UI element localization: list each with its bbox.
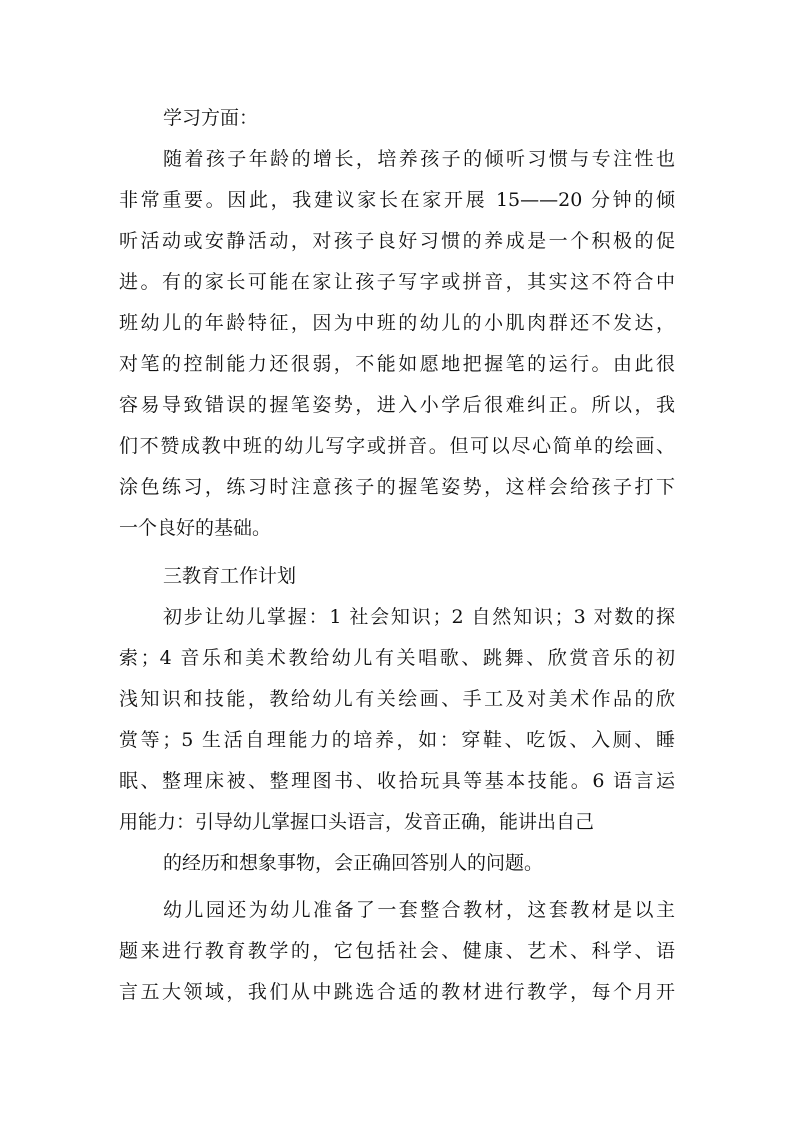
paragraph-line: 涂色练习，练习时注意孩子的握笔姿势，这样会给孩子打下 — [119, 476, 675, 498]
paragraph-line: 随着孩子年龄的增长，培养孩子的倾听习惯与专注性也 — [163, 148, 675, 170]
paragraph-line: 用能力：引导幼儿掌握口头语言，发音正确，能讲出自己 — [119, 811, 595, 833]
paragraph-line: 的经历和想象事物，会正确回答别人的问题。 — [163, 852, 544, 874]
paragraph-line: 赏等；5 生活自理能力的培养，如：穿鞋、吃饭、入厕、睡 — [119, 729, 675, 751]
paragraph-line: 一个良好的基础。 — [119, 517, 272, 539]
section-heading-plan: 三教育工作计划 — [163, 565, 297, 587]
paragraph-line: 班幼儿的年龄特征，因为中班的幼儿的小肌肉群还不发达， — [119, 312, 675, 334]
paragraph-line: 眠、整理床被、整理图书、收拾玩具等基本技能。6 语言运 — [119, 770, 675, 792]
paragraph-line: 浅知识和技能，教给幼儿有关绘画、手工及对美术作品的欣 — [119, 688, 675, 710]
paragraph-line: 题来进行教育教学的，它包括社会、健康、艺术、科学、语 — [119, 940, 675, 962]
paragraph-line: 容易导致错误的握笔姿势，进入小学后很难纠正。所以，我 — [119, 394, 675, 416]
paragraph-line: 听活动或安静活动，对孩子良好习惯的养成是一个积极的促 — [119, 230, 675, 252]
paragraph-line: 初步让幼儿掌握：1 社会知识；2 自然知识；3 对数的探 — [163, 606, 675, 628]
paragraph-line: 对笔的控制能力还很弱，不能如愿地把握笔的运行。由此很 — [119, 353, 675, 375]
paragraph-line: 非常重要。因此，我建议家长在家开展 15——20 分钟的倾 — [119, 189, 675, 211]
paragraph-line: 言五大领域，我们从中跳选合适的教材进行教学，每个月开 — [119, 981, 675, 1003]
paragraph-line: 们不赞成教中班的幼儿写字或拼音。但可以尽心简单的绘画、 — [119, 435, 675, 457]
paragraph-line: 幼儿园还为幼儿准备了一套整合教材，这套教材是以主 — [163, 899, 675, 921]
paragraph-line: 索；4 音乐和美术教给幼儿有关唱歌、跳舞、欣赏音乐的初 — [119, 647, 675, 669]
section-heading-learning: 学习方面： — [163, 107, 259, 129]
paragraph-line: 进。有的家长可能在家让孩子写字或拼音，其实这不符合中 — [119, 271, 675, 293]
